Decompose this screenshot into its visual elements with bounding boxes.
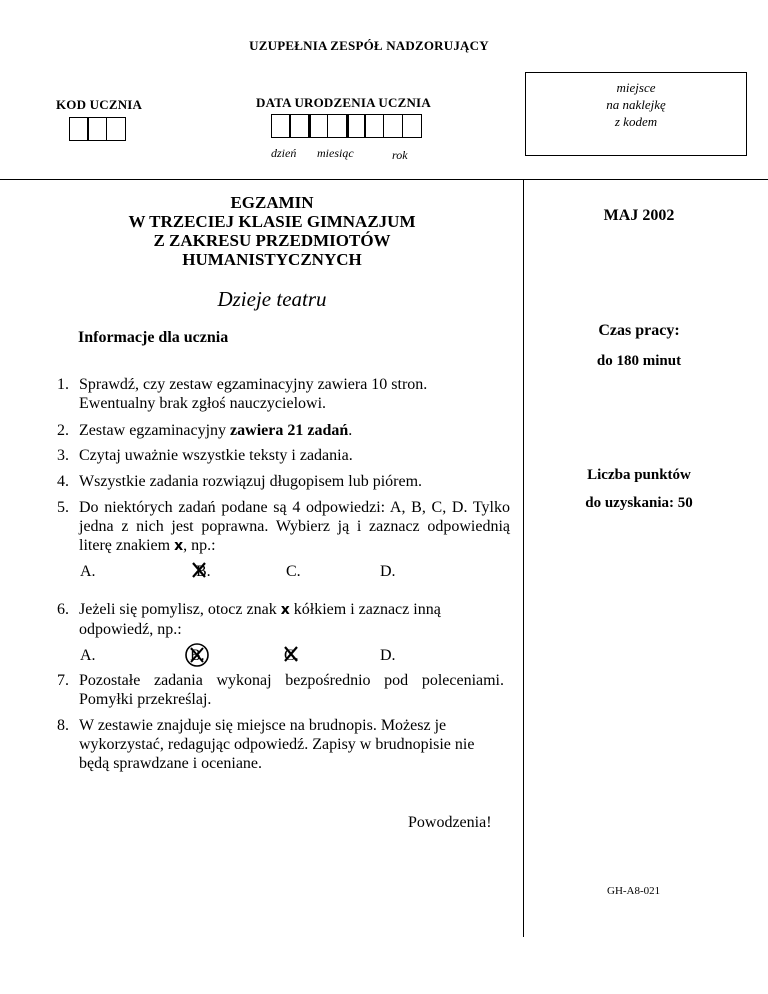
item6-post: kółkiem i zaznacz inną odpowiedź, np.: <box>79 601 441 638</box>
item6-pre: Jeżeli się pomylisz, otocz znak <box>79 601 281 618</box>
year-box[interactable] <box>402 114 422 138</box>
sticker-line: z kodem <box>614 114 658 129</box>
time-value: do 180 minut <box>596 353 682 369</box>
column-divider <box>523 179 524 937</box>
item2-post: . <box>348 422 353 439</box>
info-heading: Informacje dla ucznia <box>78 329 229 346</box>
code-box[interactable] <box>69 117 89 141</box>
instruction-item <box>57 716 507 773</box>
x-mark: x <box>174 538 184 554</box>
item-text <box>79 498 510 556</box>
month-box[interactable] <box>308 114 328 138</box>
instruction-item <box>57 375 504 413</box>
birth-date-boxes[interactable] <box>272 114 422 138</box>
item-number: 6. <box>57 601 69 618</box>
year-label: rok <box>392 148 408 162</box>
example-option-b <box>196 563 211 581</box>
sticker-line: miejsce <box>616 80 656 95</box>
title-line: HUMANISTYCZNYCH <box>182 250 362 269</box>
item-text <box>79 421 504 440</box>
month-label: miesiąc <box>317 146 354 160</box>
item-number: 7. <box>57 672 69 689</box>
birth-date-label: DATA URODZENIA UCZNIA <box>256 95 431 110</box>
example-option-d: D. <box>380 647 396 664</box>
exam-session: MAJ 2002 <box>603 207 675 224</box>
x-mark: x <box>280 602 290 618</box>
instruction-item <box>57 446 504 465</box>
code-box[interactable] <box>87 117 107 141</box>
student-code-label: KOD UCZNIA <box>56 97 143 112</box>
header-divider <box>0 179 768 180</box>
example-option-b-circled <box>190 647 205 665</box>
instruction-item <box>57 498 510 556</box>
item-text: Wszystkie zadania rozwiązuj długopisem lub piórem. <box>79 473 423 490</box>
option-c-label: C. <box>284 647 299 664</box>
item-text: Pozostałe zadania wykonaj bezpośrednio pod poleceniami. Pomyłki przekreślaj. <box>79 672 504 708</box>
day-box[interactable] <box>271 114 291 138</box>
option-b-label: B. <box>196 563 211 580</box>
instruction-item <box>57 671 504 709</box>
example-option-a: A. <box>80 563 96 580</box>
example-option-c: C. <box>286 563 301 580</box>
good-luck: Powodzenia! <box>408 814 492 831</box>
day-label: dzień <box>271 146 297 160</box>
x-mark-icon <box>191 561 207 579</box>
time-label: Czas pracy: <box>598 322 680 339</box>
item-text: Czytaj uważnie wszystkie teksty i zadania. <box>79 447 353 464</box>
title-line: W TRZECIEJ KLASIE GIMNAZJUM <box>128 212 416 231</box>
item-text: Sprawdź, czy zestaw egzaminacyjny zawiera 10 stron. Ewentualny brak zgłoś nauczycielowi. <box>79 376 428 412</box>
code-box[interactable] <box>106 117 126 141</box>
day-box[interactable] <box>289 114 309 138</box>
title-line: Z ZAKRESU PRZEDMIOTÓW <box>153 231 391 250</box>
instruction-item <box>57 472 504 491</box>
item-number: 3. <box>57 447 69 464</box>
item-number: 2. <box>57 422 69 439</box>
instruction-item <box>57 600 504 639</box>
item-number: 4. <box>57 473 69 490</box>
points-label: Liczba punktów <box>587 467 691 483</box>
option-b-label: B. <box>190 647 205 664</box>
x-mark-icon <box>283 645 299 663</box>
year-box[interactable] <box>364 114 384 138</box>
title-line: EGZAMIN <box>230 193 314 212</box>
month-box[interactable] <box>327 114 347 138</box>
item-number: 1. <box>57 376 69 393</box>
document-code: GH-A8-021 <box>607 885 661 897</box>
supervisor-note: UZUPEŁNIA ZESPÓŁ NADZORUJĄCY <box>249 38 489 53</box>
sticker-line: na naklejkę <box>606 97 666 112</box>
student-code-boxes[interactable] <box>70 117 126 141</box>
example-option-a: A. <box>80 647 96 664</box>
item-text <box>79 600 504 639</box>
item-text: W zestawie znajduje się miejsce na brudnopis. Możesz je wykorzystać, redagując odpowiedź. Zapisy w brudnopisie nie będą sprawdzane i oceniane. <box>79 717 475 772</box>
item2-bold: zawiera 21 zadań <box>230 422 349 439</box>
item-number: 8. <box>57 717 69 734</box>
instruction-item <box>57 421 504 440</box>
item2-pre: Zestaw egzaminacyjny <box>79 422 231 439</box>
example-option-c-marked <box>284 647 299 665</box>
exam-subtitle: Dzieje teatru <box>217 287 327 311</box>
circled-x-icon <box>184 642 212 668</box>
points-value: do uzyskania: 50 <box>585 495 693 511</box>
exam-title <box>60 193 484 269</box>
year-box[interactable] <box>346 114 366 138</box>
item5-pre: Do niektórych zadań podane są 4 odpowiedzi: A, B, C, D. Tylko jedna z nich jest poprawna. Wybierz ją i zaznacz odpowiednią literę znakiem <box>79 499 510 554</box>
example-option-d: D. <box>380 563 396 580</box>
item5-post: , np.: <box>183 537 216 554</box>
sticker-area <box>525 72 747 156</box>
item-number: 5. <box>57 499 69 516</box>
year-box[interactable] <box>383 114 403 138</box>
